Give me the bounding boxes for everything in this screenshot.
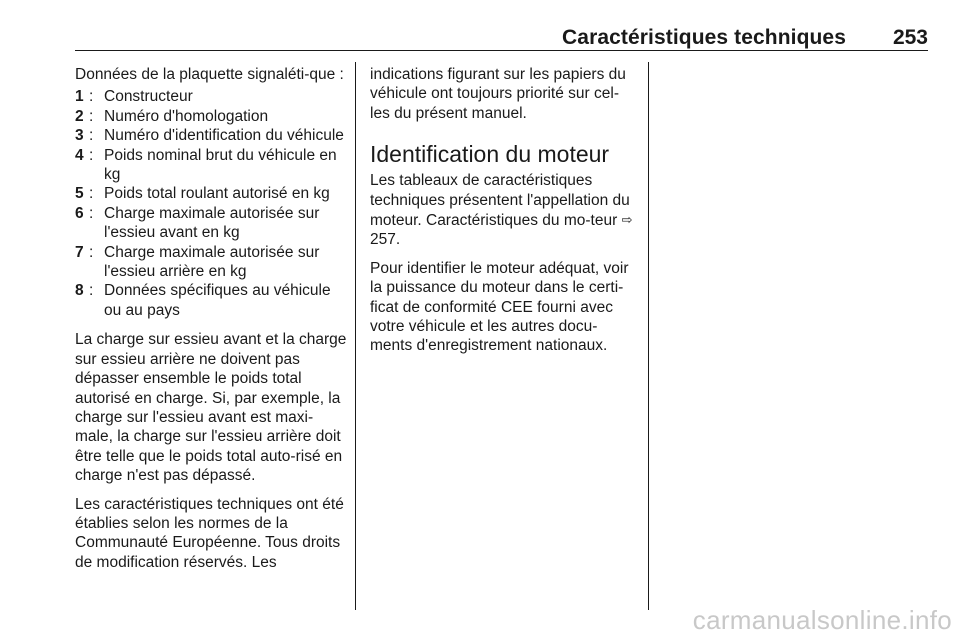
engine-tables-text: Les tableaux de caractéristiques techniques présentent l'appellation du moteur. Caractéristiques du mo-teur — [370, 172, 630, 230]
legend-colon: : — [89, 107, 94, 125]
legend-item — [75, 243, 347, 282]
page-reference-arrow-icon: ⇨ — [621, 212, 633, 228]
legend-number: 5 — [75, 185, 84, 203]
legend-colon: : — [89, 204, 94, 222]
left-column — [75, 65, 347, 581]
legend-item — [75, 87, 347, 106]
legend-text: Données spécifiques au véhicule ou au pays — [104, 282, 331, 319]
legend-item — [75, 184, 347, 203]
middle-column — [370, 65, 638, 365]
legend-colon: : — [89, 243, 94, 261]
axle-load-paragraph: La charge sur essieu avant et la charge sur essieu arrière ne doivent pas dépasser ensemble le poids total autorisé en charge. Si, par exemple, la charge sur l'essieu avant est maxi-male, la charge sur l'essieu arrière doit être telle que le poids total auto-risé en charge n'est pas dépassé. — [75, 331, 347, 485]
legend-number: 8 — [75, 282, 84, 300]
column-divider-left — [355, 62, 356, 610]
legend-text: Numéro d'homologation — [104, 107, 269, 125]
legend-text: Charge maximale autorisée sur l'essieu avant en kg — [104, 204, 320, 242]
legend-colon: : — [89, 146, 94, 164]
page-reference-link[interactable]: 257. — [370, 231, 401, 249]
engine-power-paragraph: Pour identifier le moteur adéquat, voir la puissance du moteur dans le certi-ficat de conformité CEE fourni avec votre véhicule et les autres docu-ments d'enregistrement nationaux. — [370, 259, 629, 355]
legend-colon: : — [89, 88, 94, 106]
legend-colon: : — [89, 282, 94, 300]
legend-number: 3 — [75, 127, 84, 145]
section-title: Caractéristiques techniques — [562, 26, 846, 49]
legend-number: 7 — [75, 243, 84, 261]
legend-item — [75, 281, 347, 320]
page-number: 253 — [892, 26, 928, 49]
engine-tables-paragraph — [370, 171, 638, 250]
column-divider-right — [648, 62, 649, 610]
legend-text: Charge maximale autorisée sur l'essieu arrière en kg — [104, 243, 320, 281]
legend-item — [75, 204, 347, 243]
priority-paragraph: indications figurant sur les papiers du véhicule ont toujours priorité sur cel-les du présent manuel. — [370, 66, 626, 122]
legend-text: Numéro d'identification du véhicule — [104, 127, 344, 145]
legend-number: 1 — [75, 88, 84, 106]
legend-item — [75, 107, 347, 126]
legend-text: Constructeur — [104, 88, 193, 106]
legend-number: 2 — [75, 107, 84, 125]
standards-paragraph: Les caractéristiques techniques ont été établies selon les normes de la Communauté Européenne. Tous droits de modification réservés. Les — [75, 495, 344, 571]
legend-colon: : — [89, 127, 94, 145]
legend-item — [75, 126, 347, 145]
legend-number: 6 — [75, 204, 84, 222]
legend-number: 4 — [75, 146, 84, 164]
legend-colon: : — [89, 185, 94, 203]
page-header — [75, 20, 928, 51]
legend-text: Poids nominal brut du véhicule en kg — [104, 146, 337, 184]
engine-identification-heading: Identification du moteur — [370, 141, 610, 168]
legend-text: Poids total roulant autorisé en kg — [104, 185, 330, 203]
watermark: carmanualsonline.info — [692, 605, 952, 635]
legend-item — [75, 146, 347, 185]
plate-intro: Données de la plaquette signaléti-que : — [75, 66, 344, 83]
plate-legend-list — [75, 87, 347, 320]
